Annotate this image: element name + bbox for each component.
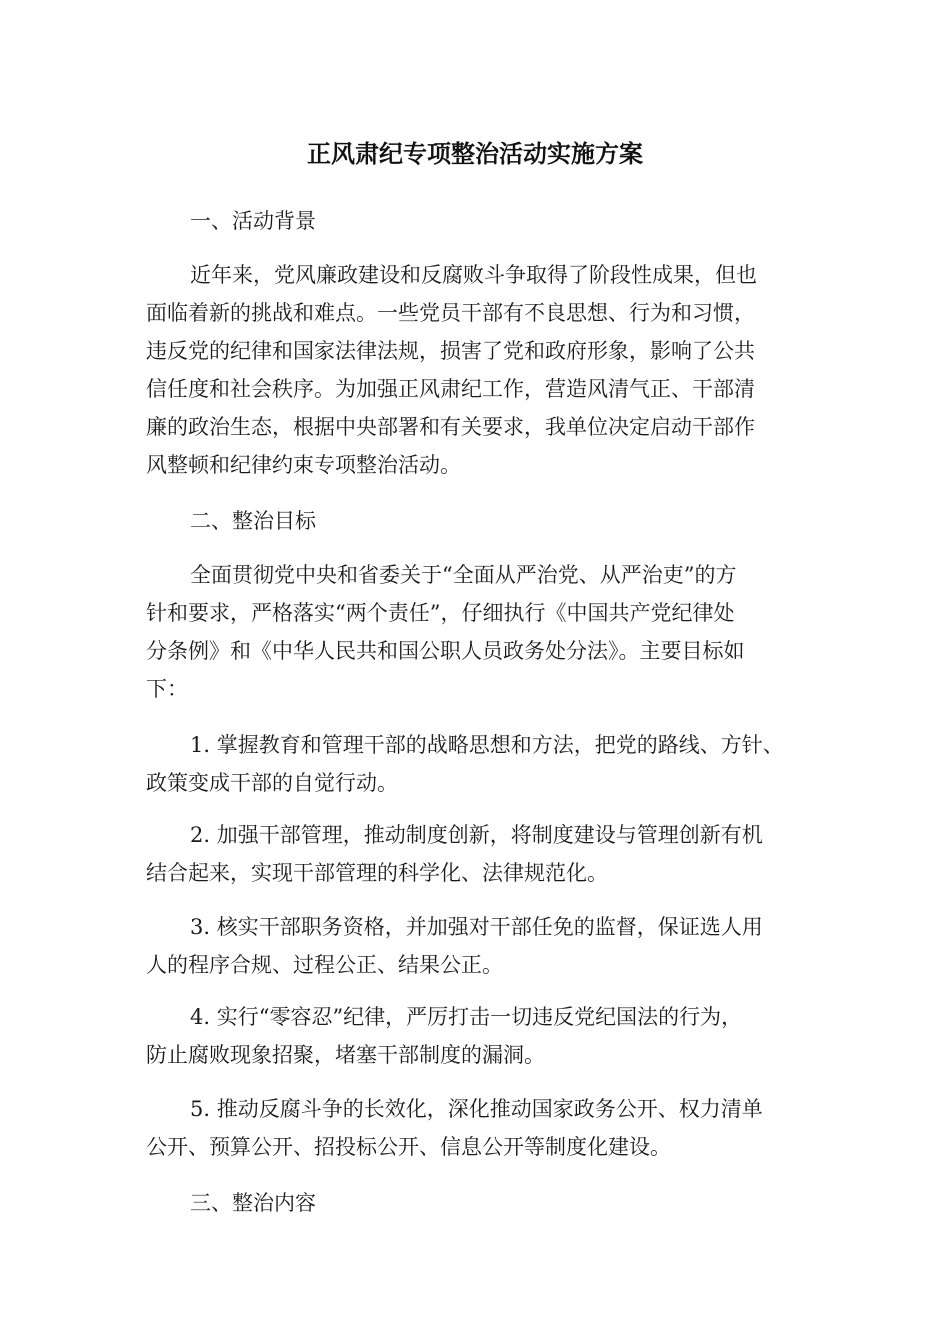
paragraph-line: 分条例》和《中华人民共和国公职人员政务处分法》。主要目标如 <box>146 639 745 663</box>
paragraph-line: 面临着新的挑战和难点。一些党员干部有不良思想、行为和习惯， <box>146 301 755 325</box>
paragraph-line: 风整顿和纪律约束专项整治活动。 <box>146 453 461 477</box>
goal-line: 公开、预算公开、招投标公开、信息公开等制度化建设。 <box>146 1135 671 1159</box>
goal-line: 5. 推动反腐斗争的长效化，深化推动国家政务公开、权力清单 <box>190 1097 763 1121</box>
goal-line: 政策变成干部的自觉行动。 <box>146 771 398 795</box>
goal-line: 防止腐败现象招聚，堵塞干部制度的漏洞。 <box>146 1043 545 1067</box>
paragraph-line: 针和要求，严格落实“两个责任”，仔细执行《中国共产党纪律处 <box>146 601 735 625</box>
section-heading-content: 三、整治内容 <box>190 1191 316 1215</box>
goal-line: 人的程序合规、过程公正、结果公正。 <box>146 953 503 977</box>
goal-line: 结合起来，实现干部管理的科学化、法律规范化。 <box>146 861 608 885</box>
goal-line: 3. 核实干部职务资格，并加强对干部任免的监督，保证选人用 <box>190 915 763 939</box>
paragraph-line: 全面贯彻党中央和省委关于“全面从严治党、从严治吏”的方 <box>190 563 737 587</box>
goal-line: 2. 加强干部管理，推动制度创新，将制度建设与管理创新有机 <box>190 823 763 847</box>
paragraph-line: 廉的政治生态，根据中央部署和有关要求，我单位决定启动干部作 <box>146 415 755 439</box>
paragraph-line: 近年来，党风廉政建设和反腐败斗争取得了阶段性成果，但也 <box>190 263 757 287</box>
paragraph-line: 下： <box>146 677 188 701</box>
section-heading-background: 一、活动背景 <box>190 209 316 233</box>
section-heading-goals: 二、整治目标 <box>190 509 316 533</box>
goal-line: 4. 实行“零容忍”纪律，严厉打击一切违反党纪国法的行为， <box>190 1005 743 1029</box>
paragraph-line: 信任度和社会秩序。为加强正风肃纪工作，营造风清气正、干部清 <box>146 377 755 401</box>
paragraph-line: 违反党的纪律和国家法律法规，损害了党和政府形象，影响了公共 <box>146 339 755 363</box>
document-title: 正风肃纪专项整治活动实施方案 <box>307 140 643 168</box>
goal-line: 1. 掌握教育和管理干部的战略思想和方法，把党的路线、方针、 <box>190 733 784 757</box>
